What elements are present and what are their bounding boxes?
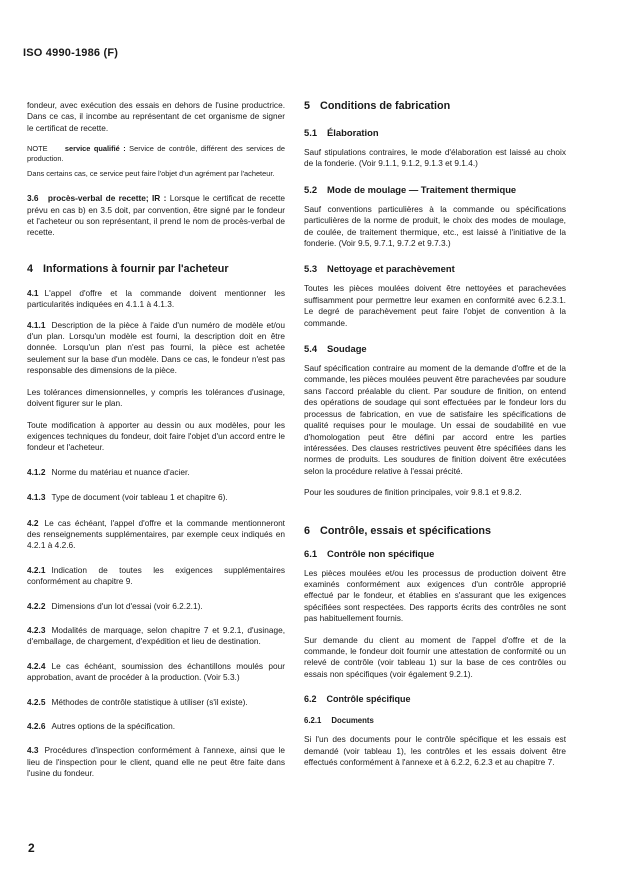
document-header: ISO 4990-1986 (F) <box>23 47 119 59</box>
paragraph-modification: Toute modification à apporter au dessin ou aux modèles, pour les exigences techniques du fondeur, doit faire l'objet d'un accord entre le fondeur et l'acheteur. <box>27 419 285 453</box>
section-4-2-1: 4.2.1 Indication de toutes les exigences supplémentaires conformément au chapitre 9. <box>27 564 285 587</box>
section-5-4-text-2: Pour les soudures de finition principales, voir 9.8.1 et 9.8.2. <box>304 487 522 498</box>
section-5-4-heading: 5.4 Soudage <box>304 343 367 355</box>
section-6-2-1-heading: 6.2.1 Documents <box>304 716 374 726</box>
section-6-1-text-2: Sur demande du client au moment de l'appel d'offre et de la commande, le fondeur doit fournir une attestation de conformité ou un relevé de contrôle (voir tableau 1) sur la base de ces contrôles ou essais non spécifiques (voir également 9.2.1). <box>304 634 566 679</box>
section-4-2-2: 4.2.2 Dimensions d'un lot d'essai (voir 6.2.2.1). <box>27 600 203 611</box>
left-column <box>27 100 285 780</box>
section-4-1: 4.1 L'appel d'offre et la commande doivent mentionner les particularités indiquées en 4.1.1 à 4.1.3. <box>27 287 285 310</box>
section-6-2-1-text: Si l'un des documents pour le contrôle spécifique et les essais est demandé (voir tableau 1), les contrôles et les essais doivent être effectués conformément à l'annexe et à 6.2.2, 6.2.3 et au chapitre 7. <box>304 734 566 767</box>
note-term: service qualifié : <box>64 144 126 154</box>
section-number: 3.6 <box>27 193 39 204</box>
section-5-1-text: Sauf stipulations contraires, le mode d'élaboration est laissé au choix de la fonderie. (Voir 9.1.1, 9.1.2, 9.1.3 et 9.1.4.) <box>304 147 566 169</box>
paragraph-intro: fondeur, avec exécution des essais en dehors de l'usine productrice. Dans ce cas, il incombe au représentant de cet organisme de signer le certificat de recette. <box>27 100 285 133</box>
section-4-1-1: 4.1.1 Description de la pièce à l'aide d'un numéro de modèle et/ou d'un plan. Lorsqu'un modèle est fourni, la description doit en être donnée. Lorsqu'un plan n'est pas fourni, la pièce est achetée seulement sur la base d'un modèle. Dans ce cas, le fondeur n'est pas responsable des dimensions de la pièce. <box>27 319 285 376</box>
section-5-3-heading: 5.3 Nettoyage et parachèvement <box>304 263 455 275</box>
term: procès-verbal de recette; IR : <box>47 193 167 204</box>
section-4-2-4: 4.2.4 Le cas échéant, soumission des échantillons moulés pour approbation, avant de procéder à la production. (Voir 5.3.) <box>27 660 285 683</box>
section-5-2-text: Sauf conventions particulières à la commande ou spécifications particulières de la norme de produit, le choix des modes de moulage, de coulée, de traitement thermique, etc., est laissé à l'initiative de la fonderie. (Voir 9.5, 9.7.1, 9.7.2 et 9.7.3.) <box>304 203 566 249</box>
section-3-6: 3.6 procès-verbal de recette; IR : Lorsque le certificat de recette prévu en cas b) en 3.5 doit, par convention, être signé par le fondeur et l'acheteur ou son représentant, il prend le nom de procès-verbal de recette. <box>27 193 285 238</box>
section-4-3: 4.3 Procédures d'inspection conformément à l'annexe, ainsi que le lieu de l'inspection pour le client, quand elle ne peut être faite dans l'usine du fondeur. <box>27 745 285 779</box>
paragraph-tolerances: Les tolérances dimensionnelles, y compris les tolérances d'usinage, doivent figurer sur le plan. <box>27 386 285 409</box>
section-5-4-text: Sauf spécification contraire au moment de la demande d'offre et de la commande, les pièces moulées peuvent être parachevées par soudure sans l'accord préalable du client. Par soudure de finition, on entend des opérations de soudage qui sont effectuées par le fondeur lors du processus de fabrication, en vue de satisfaire les spécifications de qualité requises pour le moulage. Un essai de soudabilité en vue d'homologation peut être défini par accord entre les parties intéressées. Des clauses restrictives peuvent être spécifiées dans les normes de produits. Les soudures de finition doivent être exécutées selon la procédure relative à l'essai précité. <box>304 363 566 476</box>
section-4-2-5: 4.2.5 Méthodes de contrôle statistique à utiliser (s'il existe). <box>27 696 248 707</box>
section-4-2-3: 4.2.3 Modalités de marquage, selon chapitre 7 et 9.2.1, d'usinage, d'emballage, de chargement, d'expédition et lieu de destination. <box>27 624 285 647</box>
section-5-1-heading: 5.1 Élaboration <box>304 127 379 138</box>
section-5-heading: 5 Conditions de fabrication <box>304 100 451 112</box>
section-6-2-heading: 6.2 Contrôle spécifique <box>304 694 411 705</box>
note <box>27 144 285 164</box>
section-4-heading: 4 Informations à fournir par l'acheteur <box>27 262 229 275</box>
section-4-2-6: 4.2.6 Autres options de la spécification. <box>27 721 176 731</box>
right-column <box>304 100 566 768</box>
section-6-1-heading: 6.1 Contrôle non spécifique <box>304 547 435 559</box>
note-label: NOTE <box>27 144 48 154</box>
section-6-heading: 6 Contrôle, essais et spécifications <box>304 524 492 537</box>
section-4-2: 4.2 Le cas échéant, l'appel d'offre et la commande mentionneront des renseignements supplémentaires, par exemple ceux indiqués en 4.2.1 à 4.2.6. <box>27 517 285 551</box>
section-4-1-3: 4.1.3 Type de document (voir tableau 1 et chapitre 6). <box>27 492 228 503</box>
section-5-3-text: Toutes les pièces moulées doivent être nettoyées et parachevées suffisamment pour permettre leur examen en conformité avec 6.2.3.1. Le degré de parachèvement peut faire l'objet de convention à la commande. <box>304 283 566 328</box>
page-number: 2 <box>28 841 35 855</box>
section-5-2-heading: 5.2 Mode de moulage — Traitement thermique <box>304 183 517 195</box>
note-2: Dans certains cas, ce service peut faire l'objet d'un agrément par l'acheteur. <box>27 169 275 179</box>
note-text: Service de contrôle, différent des services de production. <box>27 144 286 164</box>
section-4-1-2: 4.1.2 Norme du matériau et nuance d'acier. <box>27 466 190 477</box>
section-6-1-text: Les pièces moulées et/ou les processus de production doivent être examinés conformément aux exigences d'un contrôle approprié effectué par le fondeur, et établies en s'assurant que les exigences spécifiées sont respectées. Des rapports écrits des contrôles ne sont pas habituellement fournis. <box>304 567 566 624</box>
